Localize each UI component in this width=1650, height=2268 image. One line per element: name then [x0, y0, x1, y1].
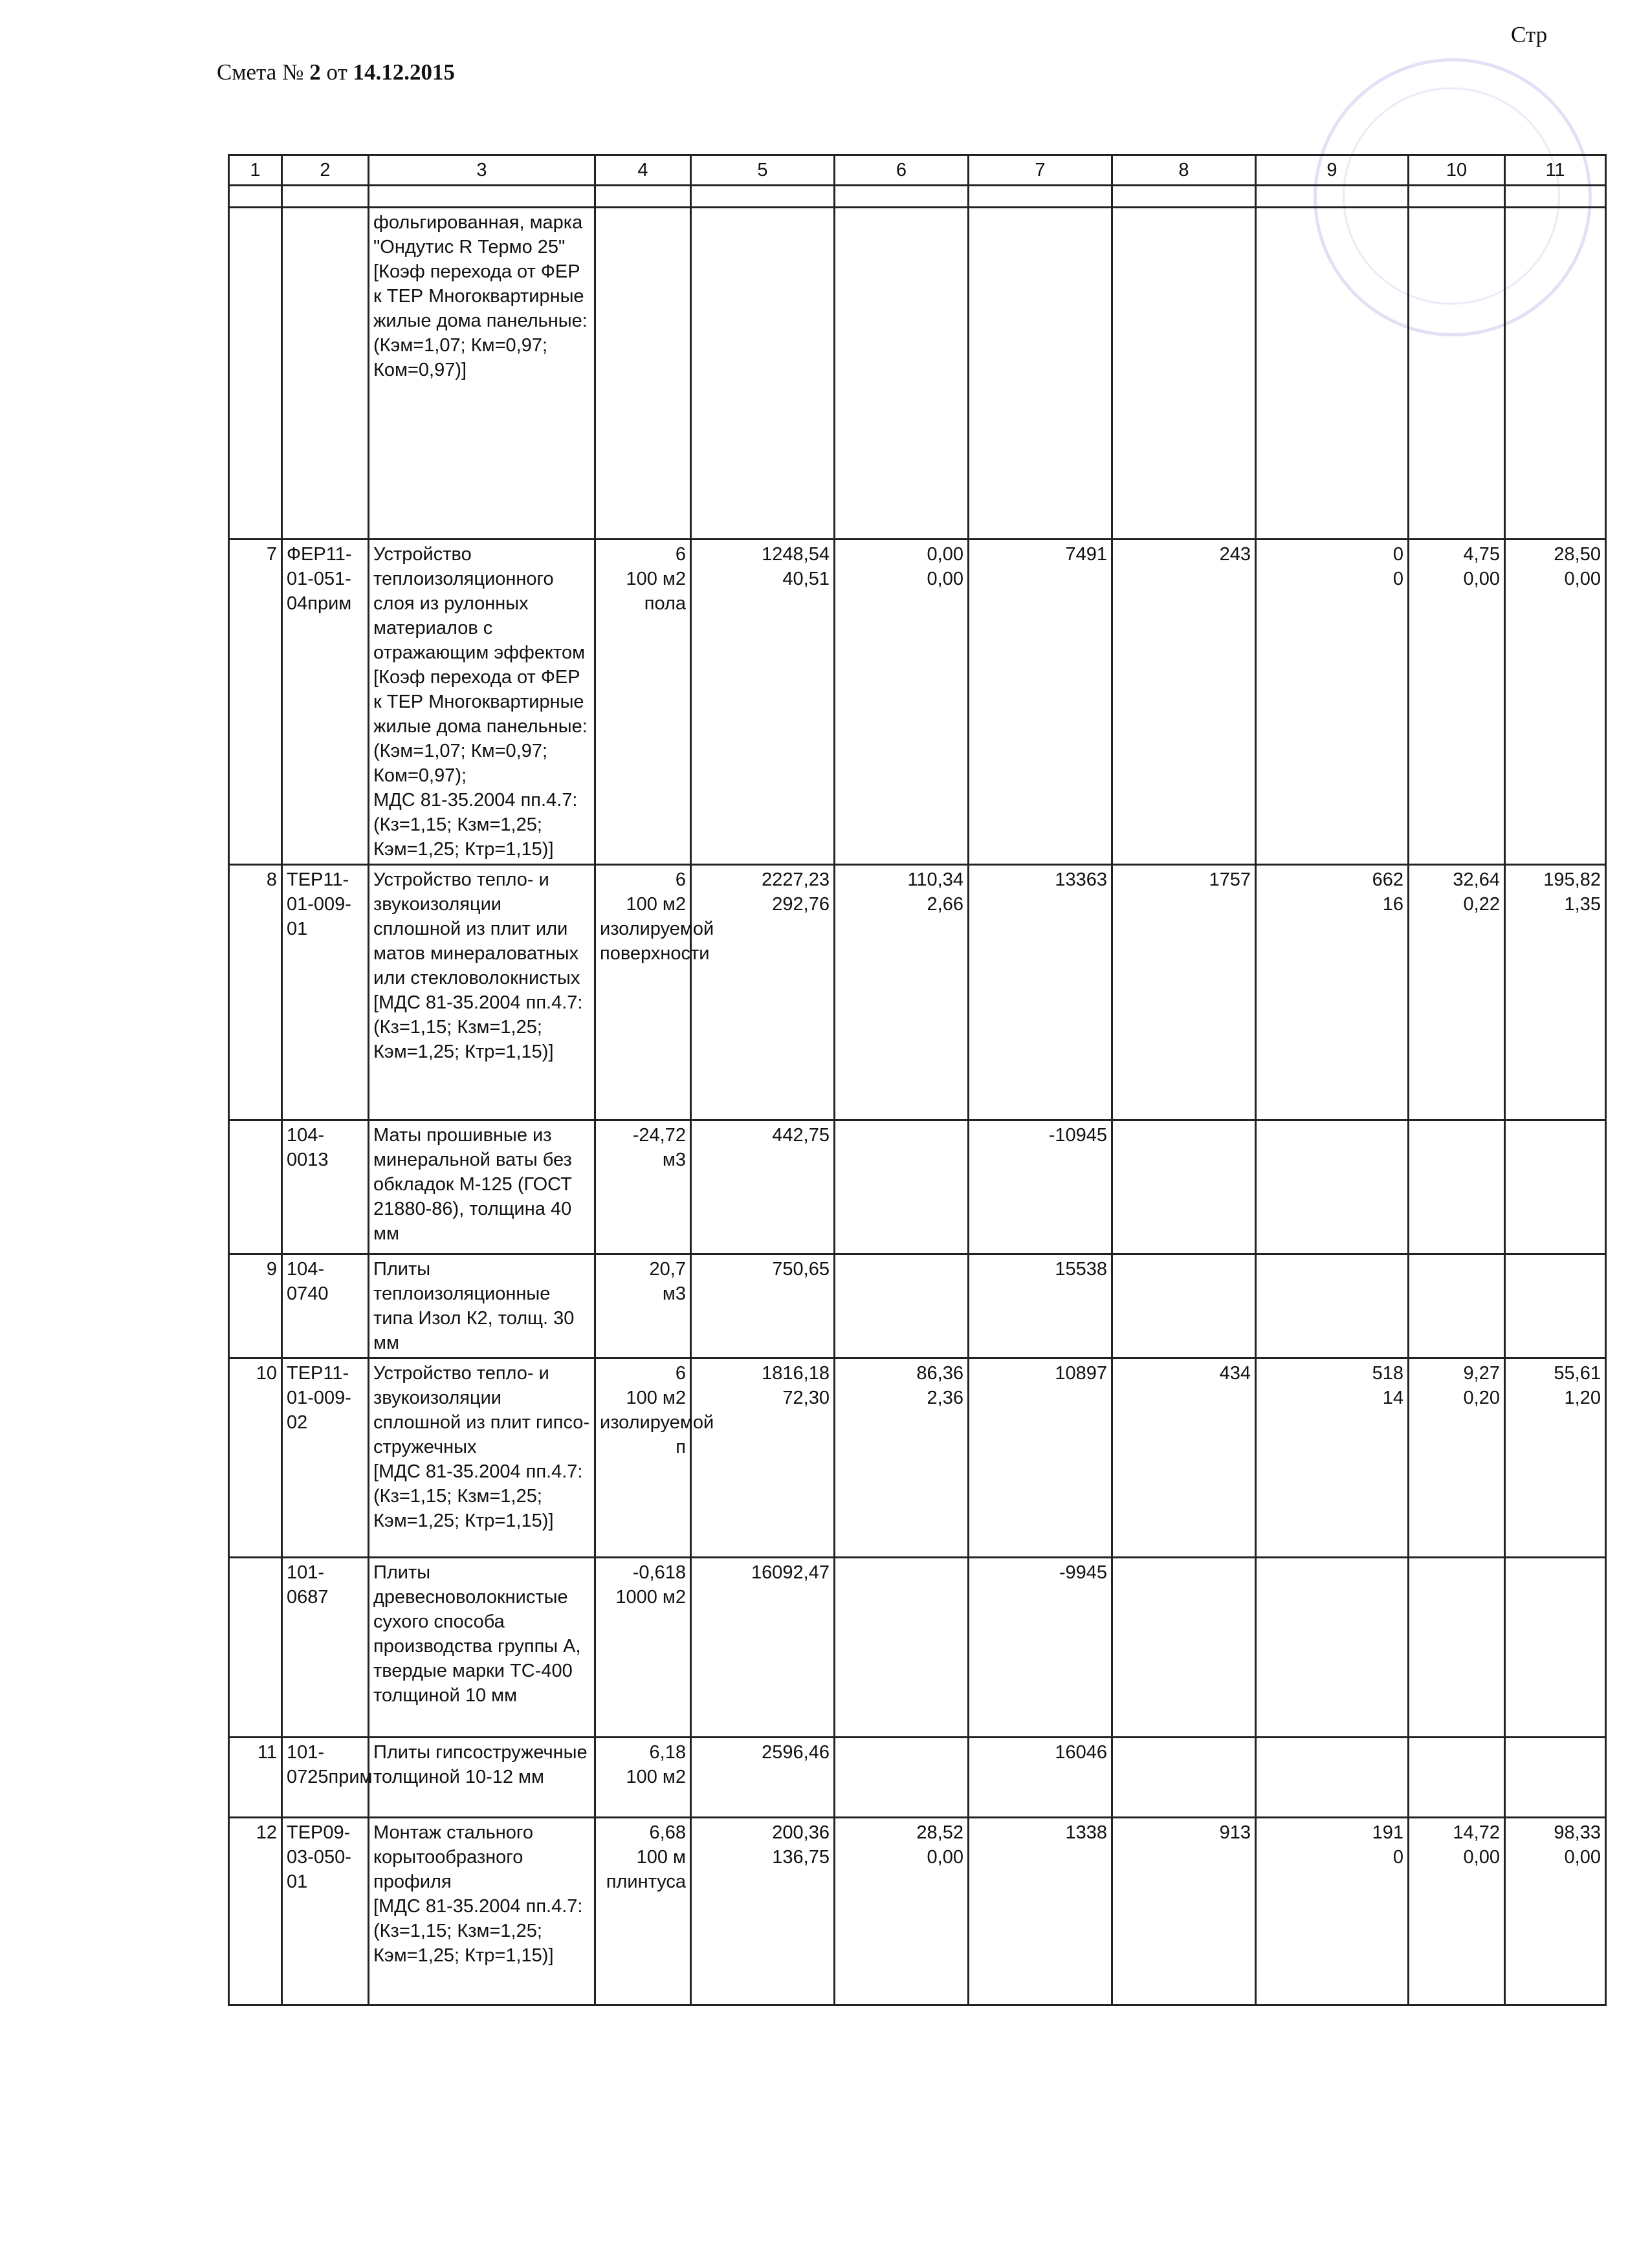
- cell-c4: -24,72 м3: [595, 1120, 691, 1254]
- cell-c9: [1256, 208, 1409, 540]
- cell-c2: ТЕР09-03-050-01: [282, 1818, 369, 2005]
- cell-c8: [1112, 208, 1256, 540]
- cell-c8: 913: [1112, 1818, 1256, 2005]
- cell-c5: 2596,46: [691, 1738, 835, 1818]
- estimate-table: [228, 154, 1607, 2006]
- table-row: [229, 1818, 1606, 2005]
- cell-c6: 86,36 2,36: [835, 1358, 969, 1558]
- cell-c10: [1409, 1558, 1505, 1738]
- cell-c5: 1248,54 40,51: [691, 540, 835, 865]
- spacer-row: [229, 186, 1606, 208]
- cell-c2: 101-0725прим: [282, 1738, 369, 1818]
- cell-c7: -9945: [969, 1558, 1112, 1738]
- cell-c1: 11: [229, 1738, 282, 1818]
- description-text: Устройство тепло- и звукоизоляции сплошной из плит или матов минераловатных или стекловолокнистых: [373, 869, 580, 988]
- cell-c1: 10: [229, 1358, 282, 1558]
- cell-c11: [1505, 1254, 1606, 1358]
- estimate-date: 14.12.2015: [353, 60, 456, 85]
- cell-c5: [691, 208, 835, 540]
- cell-c8: 243: [1112, 540, 1256, 865]
- empty-cell: [1505, 186, 1606, 208]
- column-number-row: [229, 155, 1606, 186]
- cell-c11: 55,61 1,20: [1505, 1358, 1606, 1558]
- cell-c9: 662 16: [1256, 865, 1409, 1120]
- cell-c11: 98,33 0,00: [1505, 1818, 1606, 2005]
- description-text: [МДС 81-35.2004 пп.4.7: (Кз=1,15; Кзм=1,25; Кэм=1,25; Ктр=1,15)]: [373, 992, 583, 1062]
- cell-c4: 6 100 м2 изолируемой п: [595, 1358, 691, 1558]
- description-text: МДС 81-35.2004 пп.4.7: (Кз=1,15; Кзм=1,25; Кэм=1,25; Ктр=1,15)]: [373, 790, 578, 860]
- cell-c6: [835, 1120, 969, 1254]
- description-text: Монтаж стального корытообразного профиля: [373, 1822, 533, 1892]
- cell-c5: 442,75: [691, 1120, 835, 1254]
- cell-c5: 16092,47: [691, 1558, 835, 1738]
- table-row: [229, 1120, 1606, 1254]
- cell-c6: 28,52 0,00: [835, 1818, 969, 2005]
- table-row: [229, 208, 1606, 540]
- cell-c8: [1112, 1120, 1256, 1254]
- column-number: 6: [835, 155, 969, 186]
- cell-c10: [1409, 208, 1505, 540]
- cell-c9: 0 0: [1256, 540, 1409, 865]
- cell-c3: [369, 540, 595, 865]
- cell-c8: [1112, 1254, 1256, 1358]
- cell-c1: 9: [229, 1254, 282, 1358]
- description-text: Плиты гипсостружечные толщиной 10-12 мм: [373, 1742, 588, 1787]
- cell-c5: 750,65: [691, 1254, 835, 1358]
- cell-c7: 1338: [969, 1818, 1112, 2005]
- cell-c6: 110,34 2,66: [835, 865, 969, 1120]
- cell-c3: [369, 1738, 595, 1818]
- column-number: 9: [1256, 155, 1409, 186]
- cell-c5: 2227,23 292,76: [691, 865, 835, 1120]
- description-text: Устройство теплоизоляционного слоя из рулонных материалов с отражающим эффектом: [373, 544, 586, 663]
- cell-c1: 8: [229, 865, 282, 1120]
- column-number: 11: [1505, 155, 1606, 186]
- cell-c6: [835, 208, 969, 540]
- header-middle: от: [320, 60, 353, 85]
- cell-c2: 104-0013: [282, 1120, 369, 1254]
- cell-c11: [1505, 1558, 1606, 1738]
- empty-cell: [1409, 186, 1505, 208]
- cell-c4: -0,618 1000 м2: [595, 1558, 691, 1738]
- cell-c3: [369, 1120, 595, 1254]
- cell-c2: 101-0687: [282, 1558, 369, 1738]
- description-text: [МДС 81-35.2004 пп.4.7: (Кз=1,15; Кзм=1,25; Кэм=1,25; Ктр=1,15)]: [373, 1461, 583, 1531]
- page-label: Стр: [1511, 22, 1548, 47]
- cell-c1: [229, 1558, 282, 1738]
- empty-cell: [229, 186, 282, 208]
- empty-cell: [835, 186, 969, 208]
- cell-c3: [369, 865, 595, 1120]
- cell-c8: 434: [1112, 1358, 1256, 1558]
- cell-c4: 6 100 м2 пола: [595, 540, 691, 865]
- cell-c10: 32,64 0,22: [1409, 865, 1505, 1120]
- column-number: 10: [1409, 155, 1505, 186]
- cell-c7: 13363: [969, 865, 1112, 1120]
- cell-c4: 6,68 100 м плинтуса: [595, 1818, 691, 2005]
- cell-c3: [369, 1358, 595, 1558]
- table-row: [229, 540, 1606, 865]
- cell-c3: [369, 208, 595, 540]
- cell-c1: [229, 1120, 282, 1254]
- cell-c8: [1112, 1738, 1256, 1818]
- column-number: 7: [969, 155, 1112, 186]
- cell-c4: 6,18 100 м2: [595, 1738, 691, 1818]
- cell-c9: 518 14: [1256, 1358, 1409, 1558]
- cell-c10: [1409, 1738, 1505, 1818]
- estimate-number: 2: [309, 60, 321, 85]
- cell-c10: 9,27 0,20: [1409, 1358, 1505, 1558]
- description-text: Плиты теплоизоляционные типа Изол К2, толщ. 30 мм: [373, 1259, 575, 1353]
- description-text: Маты прошивные из минеральной ваты без обкладок М-125 (ГОСТ 21880-86), толщина 40 мм: [373, 1125, 572, 1244]
- cell-c2: ТЕР11-01-009-02: [282, 1358, 369, 1558]
- cell-c4: 20,7 м3: [595, 1254, 691, 1358]
- description-text: Плиты древесноволокнистые сухого способа производства группы А, твердые марки ТС-400 толщиной 10 мм: [373, 1562, 581, 1706]
- cell-c8: [1112, 1558, 1256, 1738]
- cell-c6: 0,00 0,00: [835, 540, 969, 865]
- cell-c7: 15538: [969, 1254, 1112, 1358]
- cell-c7: 10897: [969, 1358, 1112, 1558]
- table-row: [229, 1254, 1606, 1358]
- table-row: [229, 1358, 1606, 1558]
- cell-c2: ТЕР11-01-009-01: [282, 865, 369, 1120]
- cell-c2: 104-0740: [282, 1254, 369, 1358]
- cell-c3: [369, 1558, 595, 1738]
- empty-cell: [369, 186, 595, 208]
- empty-cell: [691, 186, 835, 208]
- cell-c6: [835, 1558, 969, 1738]
- column-number: 8: [1112, 155, 1256, 186]
- cell-c11: [1505, 1738, 1606, 1818]
- description-text: [Коэф перехода от ФЕР к ТЕР Многоквартирные жилые дома панельные: (Кэм=1,07; Км=0,97; Ком=0,97)]: [373, 261, 588, 380]
- cell-c1: [229, 208, 282, 540]
- document-header: [217, 60, 455, 85]
- description-text: [Коэф перехода от ФЕР к ТЕР Многоквартирные жилые дома панельные: (Кэм=1,07; Км=0,97; Ком=0,97);: [373, 667, 588, 786]
- empty-cell: [1256, 186, 1409, 208]
- cell-c7: 7491: [969, 540, 1112, 865]
- column-number: 4: [595, 155, 691, 186]
- cell-c7: [969, 208, 1112, 540]
- cell-c8: 1757: [1112, 865, 1256, 1120]
- cell-c5: 1816,18 72,30: [691, 1358, 835, 1558]
- cell-c1: 7: [229, 540, 282, 865]
- cell-c6: [835, 1738, 969, 1818]
- cell-c9: [1256, 1738, 1409, 1818]
- empty-cell: [595, 186, 691, 208]
- cell-c2: [282, 208, 369, 540]
- cell-c10: 14,72 0,00: [1409, 1818, 1505, 2005]
- cell-c3: [369, 1254, 595, 1358]
- table-row: [229, 865, 1606, 1120]
- empty-cell: [282, 186, 369, 208]
- cell-c9: [1256, 1558, 1409, 1738]
- cell-c7: -10945: [969, 1120, 1112, 1254]
- cell-c10: [1409, 1120, 1505, 1254]
- header-prefix: Смета №: [217, 60, 310, 85]
- cell-c2: ФЕР11-01-051-04прим: [282, 540, 369, 865]
- cell-c11: [1505, 208, 1606, 540]
- cell-c3: [369, 1818, 595, 2005]
- cell-c10: 4,75 0,00: [1409, 540, 1505, 865]
- description-text: Устройство тепло- и звукоизоляции сплошной из плит гипсо-стружечных: [373, 1363, 590, 1457]
- cell-c9: [1256, 1120, 1409, 1254]
- column-number: 1: [229, 155, 282, 186]
- cell-c5: 200,36 136,75: [691, 1818, 835, 2005]
- table-row: [229, 1738, 1606, 1818]
- empty-cell: [1112, 186, 1256, 208]
- cell-c1: 12: [229, 1818, 282, 2005]
- cell-c11: 195,82 1,35: [1505, 865, 1606, 1120]
- cell-c10: [1409, 1254, 1505, 1358]
- description-text: [МДС 81-35.2004 пп.4.7: (Кз=1,15; Кзм=1,25; Кэм=1,25; Ктр=1,15)]: [373, 1896, 583, 1966]
- column-number: 2: [282, 155, 369, 186]
- column-number: 5: [691, 155, 835, 186]
- cell-c9: [1256, 1254, 1409, 1358]
- cell-c11: 28,50 0,00: [1505, 540, 1606, 865]
- description-text: фольгированная, марка "Ондутис R Термо 25": [373, 212, 583, 257]
- cell-c7: 16046: [969, 1738, 1112, 1818]
- cell-c9: 191 0: [1256, 1818, 1409, 2005]
- cell-c4: 6 100 м2 изолируемой поверхности: [595, 865, 691, 1120]
- cell-c6: [835, 1254, 969, 1358]
- empty-cell: [969, 186, 1112, 208]
- cell-c11: [1505, 1120, 1606, 1254]
- table-row: [229, 1558, 1606, 1738]
- cell-c4: [595, 208, 691, 540]
- column-number: 3: [369, 155, 595, 186]
